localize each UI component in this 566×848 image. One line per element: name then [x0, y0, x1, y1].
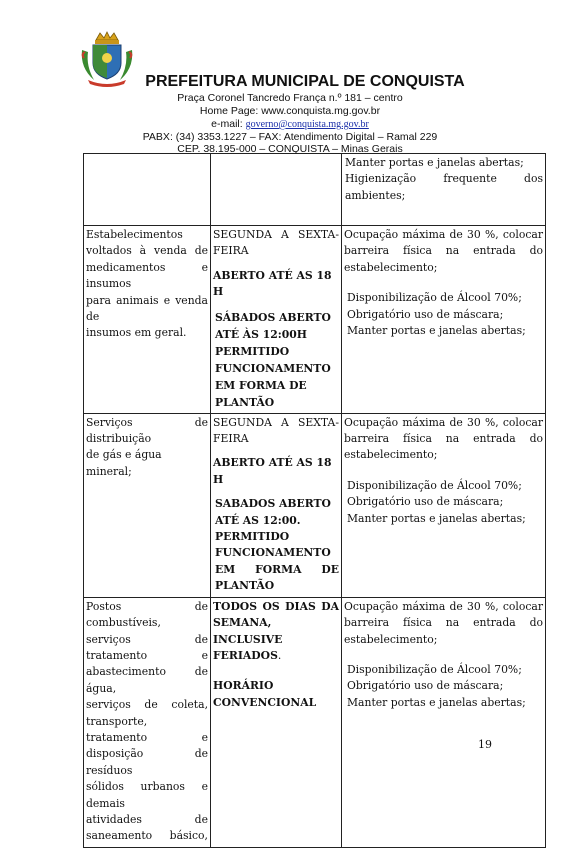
measure-text: Ocupação máxima de 30 %, colocar: [344, 599, 543, 613]
activity-text: voltados à venda de: [86, 244, 208, 258]
page-title: PREFEITURA MUNICIPAL DE CONQUISTA: [145, 73, 465, 90]
saturday-text: EM FORMA DE: [215, 562, 339, 576]
measure-text: Disponibilização de Álcool 70%;: [347, 662, 522, 676]
activity-text: Serviços de distribuição: [86, 415, 208, 446]
schedule-text: FEIRA: [213, 244, 249, 258]
saturday-text: FUNCIONAMENTO: [215, 361, 331, 375]
activity-text: atividades de: [86, 812, 208, 826]
activity-cell: [84, 154, 211, 226]
schedule-cell: [211, 413, 342, 597]
hours-text: CONVENCIONAL: [213, 695, 317, 709]
measure-text: barreira física na entrada do: [344, 244, 543, 258]
saturday-text: PERMITIDO: [215, 530, 290, 544]
municipal-crest-icon: [78, 30, 136, 88]
saturday-text: PERMITIDO: [215, 344, 290, 358]
measure-text: Disponibilização de Álcool 70%;: [347, 478, 522, 492]
regulations-table: [83, 153, 546, 848]
measure-text: Manter portas e janelas abertas;: [347, 695, 526, 709]
days-text: SEMANA, INCLUSIVE: [213, 616, 283, 646]
hours-text: HORÁRIO: [213, 679, 274, 693]
hours-text: ABERTO ATÉ AS 18 H: [213, 456, 332, 486]
cep-line: CEP. 38.195-000 – CONQUISTA – Minas Gerais: [177, 143, 403, 155]
address-line: Praça Coronel Tancredo França n.º 181 – centro: [177, 92, 403, 104]
table-row: [84, 413, 546, 597]
measure-text: barreira física na entrada do: [344, 432, 543, 446]
saturday-text: PLANTÃO: [215, 579, 275, 593]
measures-cell: [342, 154, 546, 226]
schedule-cell: [211, 226, 342, 414]
hours-text: ABERTO ATÉ AS 18 H: [213, 268, 332, 299]
homepage-line: Home Page: www.conquista.mg.gov.br: [199, 105, 381, 117]
measure-text: Obrigatório uso de máscara;: [347, 495, 504, 509]
measure-text: Obrigatório uso de máscara;: [347, 679, 504, 693]
table-row: [84, 597, 546, 847]
measures-cell: [342, 597, 546, 847]
saturday-text: EM FORMA DE: [215, 378, 307, 392]
schedule-cell: [211, 597, 342, 847]
measures-cell: [342, 226, 546, 414]
measure-text: Disponibilização de Álcool 70%;: [347, 291, 522, 305]
email-label: e-mail:: [211, 118, 243, 130]
letterhead: [0, 0, 566, 155]
schedule-cell: [211, 154, 342, 226]
measure-text: Higienização frequente dos: [345, 172, 543, 186]
measure-text: estabelecimento;: [344, 632, 438, 646]
days-text: TODOS OS DIAS DA: [213, 599, 339, 613]
measure-text: ambientes;: [345, 188, 406, 202]
measure-text: estabelecimento;: [344, 448, 438, 462]
saturday-text: PLANTÃO: [215, 395, 275, 409]
activity-text: saneamento básico,: [86, 829, 208, 843]
activity-text: abastecimento de água,: [86, 665, 208, 695]
phone-line: PABX: (34) 3353.1227 – FAX: Atendimento Digital – Ramal 229: [142, 131, 438, 143]
measure-text: Manter portas e janelas abertas;: [347, 324, 526, 338]
activity-text: Postos de combustíveis,: [86, 599, 208, 630]
activity-text: serviços de tratamento e: [86, 632, 208, 662]
schedule-text: SEGUNDA A SEXTA-: [213, 228, 339, 241]
days-text: FERIADOS.: [213, 648, 282, 662]
activity-text: transporte, tratamento e: [86, 714, 208, 744]
measures-cell: [342, 413, 546, 597]
schedule-text: FEIRA: [213, 432, 249, 446]
saturday-text: SÁBADOS ABERTO: [215, 310, 331, 324]
page-number: 19: [478, 738, 492, 751]
table-row: [84, 154, 546, 226]
measure-text: estabelecimento;: [344, 260, 438, 274]
measure-text: Obrigatório uso de máscara;: [347, 307, 504, 321]
table-row: [84, 226, 546, 414]
saturday-text: ATÉ ÀS 12:00H: [215, 327, 307, 341]
saturday-text: SABADOS ABERTO: [215, 497, 331, 511]
saturday-text: FUNCIONAMENTO: [215, 546, 331, 560]
activity-cell: [84, 226, 211, 414]
measure-text: Ocupação máxima de 30 %, colocar: [344, 228, 543, 241]
measure-text: Ocupação máxima de 30 %, colocar: [344, 415, 543, 429]
activity-cell: [84, 597, 211, 847]
email-link[interactable]: governo@conquista.mg.gov.br: [245, 119, 369, 130]
saturday-text: ATÉ AS 12:00.: [215, 513, 301, 527]
activity-text: insumos em geral.: [86, 326, 187, 340]
measure-text: Manter portas e janelas abertas;: [347, 511, 526, 525]
activity-text: sólidos urbanos e demais: [86, 780, 208, 810]
activity-text: medicamentos e insumos: [86, 260, 208, 291]
activity-text: de gás e água mineral;: [86, 448, 162, 478]
activity-cell: [84, 413, 211, 597]
activity-text: para animais e venda de: [86, 293, 208, 324]
email-line: [110, 118, 470, 131]
activity-text: Estabelecimentos: [86, 228, 183, 241]
activity-text: disposição de resíduos: [86, 747, 208, 777]
measure-text: Manter portas e janelas abertas;: [345, 156, 524, 169]
schedule-text: SEGUNDA A SEXTA-: [213, 415, 339, 429]
measure-text: barreira física na entrada do: [344, 616, 543, 630]
activity-text: serviços de coleta,: [86, 698, 208, 712]
